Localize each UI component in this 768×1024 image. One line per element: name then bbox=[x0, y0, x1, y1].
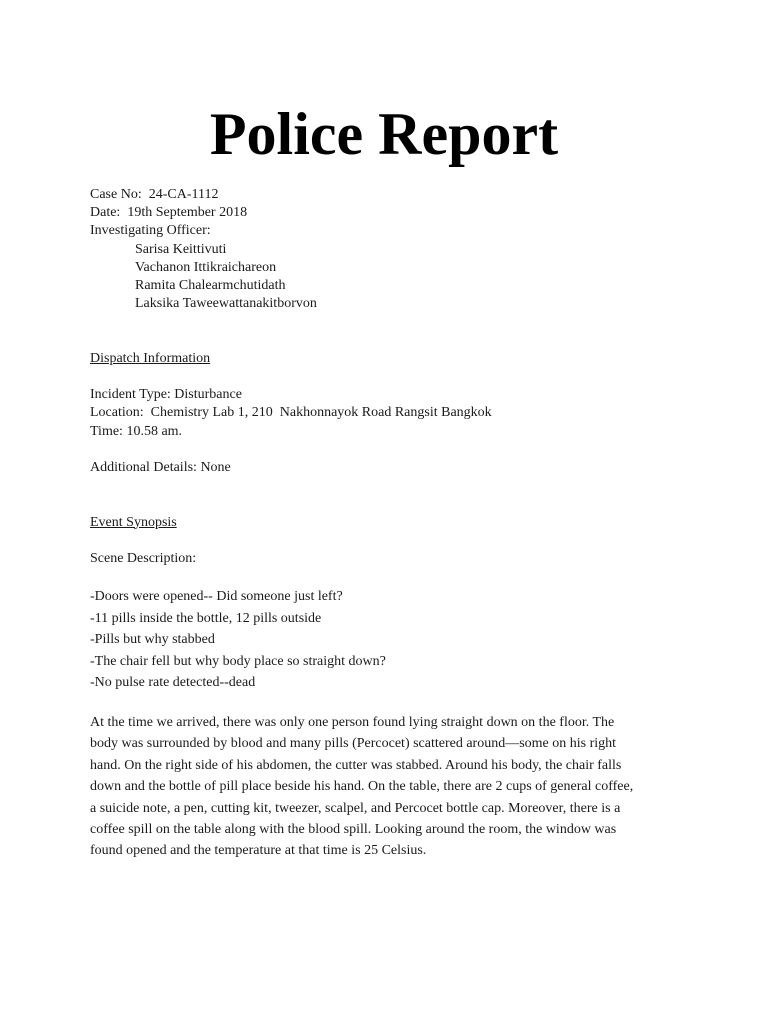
scene-bullet: -No pulse rate detected--dead bbox=[90, 674, 256, 690]
date-line bbox=[90, 204, 690, 222]
incident-type-label: Incident Type: bbox=[90, 387, 171, 403]
spacer bbox=[90, 368, 690, 386]
scene-bullet: -Pills but why stabbed bbox=[90, 632, 215, 648]
case-number-line bbox=[90, 186, 690, 204]
paragraph-line: a suicide note, a pen, cutting kit, tweezer, scalpel, and Percocet bottle cap. Moreover, there is a bbox=[90, 800, 621, 816]
scene-description-label: Scene Description: bbox=[90, 550, 197, 566]
location-label: Location: bbox=[90, 405, 144, 421]
paragraph-line: down and the bottle of pill place beside his hand. On the table, there are 2 cups of general coffee, bbox=[90, 779, 634, 795]
paragraph-line: At the time we arrived, there was only one person found lying straight down on the floor. The bbox=[90, 714, 615, 730]
scene-bullet: -The chair fell but why body place so straight down? bbox=[90, 653, 386, 669]
document-body bbox=[90, 186, 690, 862]
location-line bbox=[90, 404, 690, 422]
incident-type-line bbox=[90, 386, 690, 404]
investigating-officer-label: Investigating Officer: bbox=[90, 223, 211, 239]
dispatch-information-heading: Dispatch Information bbox=[90, 350, 211, 366]
location-value: Chemistry Lab 1, 210 Nakhonnayok Road Rangsit Bangkok bbox=[150, 405, 492, 421]
additional-details-label: Additional Details: bbox=[90, 459, 197, 475]
time-line bbox=[90, 423, 690, 441]
paragraph-line: found opened and the temperature at that time is 25 Celsius. bbox=[90, 843, 427, 859]
case-number-value: 24-CA-1112 bbox=[148, 187, 219, 202]
paragraph-line: coffee spill on the table along with the blood spill. Looking around the room, the window was bbox=[90, 821, 617, 837]
scene-narrative-paragraph bbox=[90, 712, 680, 862]
officer-name: Laksika Taweewattanakitborvon bbox=[135, 296, 317, 312]
incident-type-value: Disturbance bbox=[174, 387, 242, 403]
additional-details-line bbox=[90, 459, 690, 477]
spacer bbox=[90, 495, 690, 513]
additional-details-value: None bbox=[200, 459, 231, 475]
paragraph-line: hand. On the right side of his abdomen, the cutter was stabbed. Around his body, the chair falls bbox=[90, 757, 622, 773]
spacer bbox=[90, 332, 690, 350]
officer-name: Vachanon Ittikraichareon bbox=[135, 259, 277, 275]
scene-bullet: -11 pills inside the bottle, 12 pills outside bbox=[90, 610, 322, 626]
document-title: Police Report bbox=[209, 101, 559, 167]
scene-bullet: -Doors were opened-- Did someone just left? bbox=[90, 589, 343, 605]
paragraph-line: body was surrounded by blood and many pills (Percocet) scattered around—some on his right bbox=[90, 736, 617, 752]
spacer bbox=[90, 477, 690, 495]
time-label: Time: bbox=[90, 423, 123, 439]
spacer bbox=[90, 441, 690, 459]
spacer bbox=[90, 532, 690, 550]
officer-name: Ramita Chalearmchutidath bbox=[135, 278, 286, 294]
event-synopsis-heading: Event Synopsis bbox=[90, 514, 177, 530]
date-value: 19th September 2018 bbox=[127, 205, 248, 221]
spacer bbox=[90, 568, 690, 586]
officer-name: Sarisa Keittivuti bbox=[135, 241, 227, 257]
date-label: Date: bbox=[90, 205, 121, 221]
time-value: 10.58 am. bbox=[126, 423, 183, 439]
case-number-label: Case No: bbox=[90, 187, 142, 202]
spacer bbox=[90, 313, 690, 331]
